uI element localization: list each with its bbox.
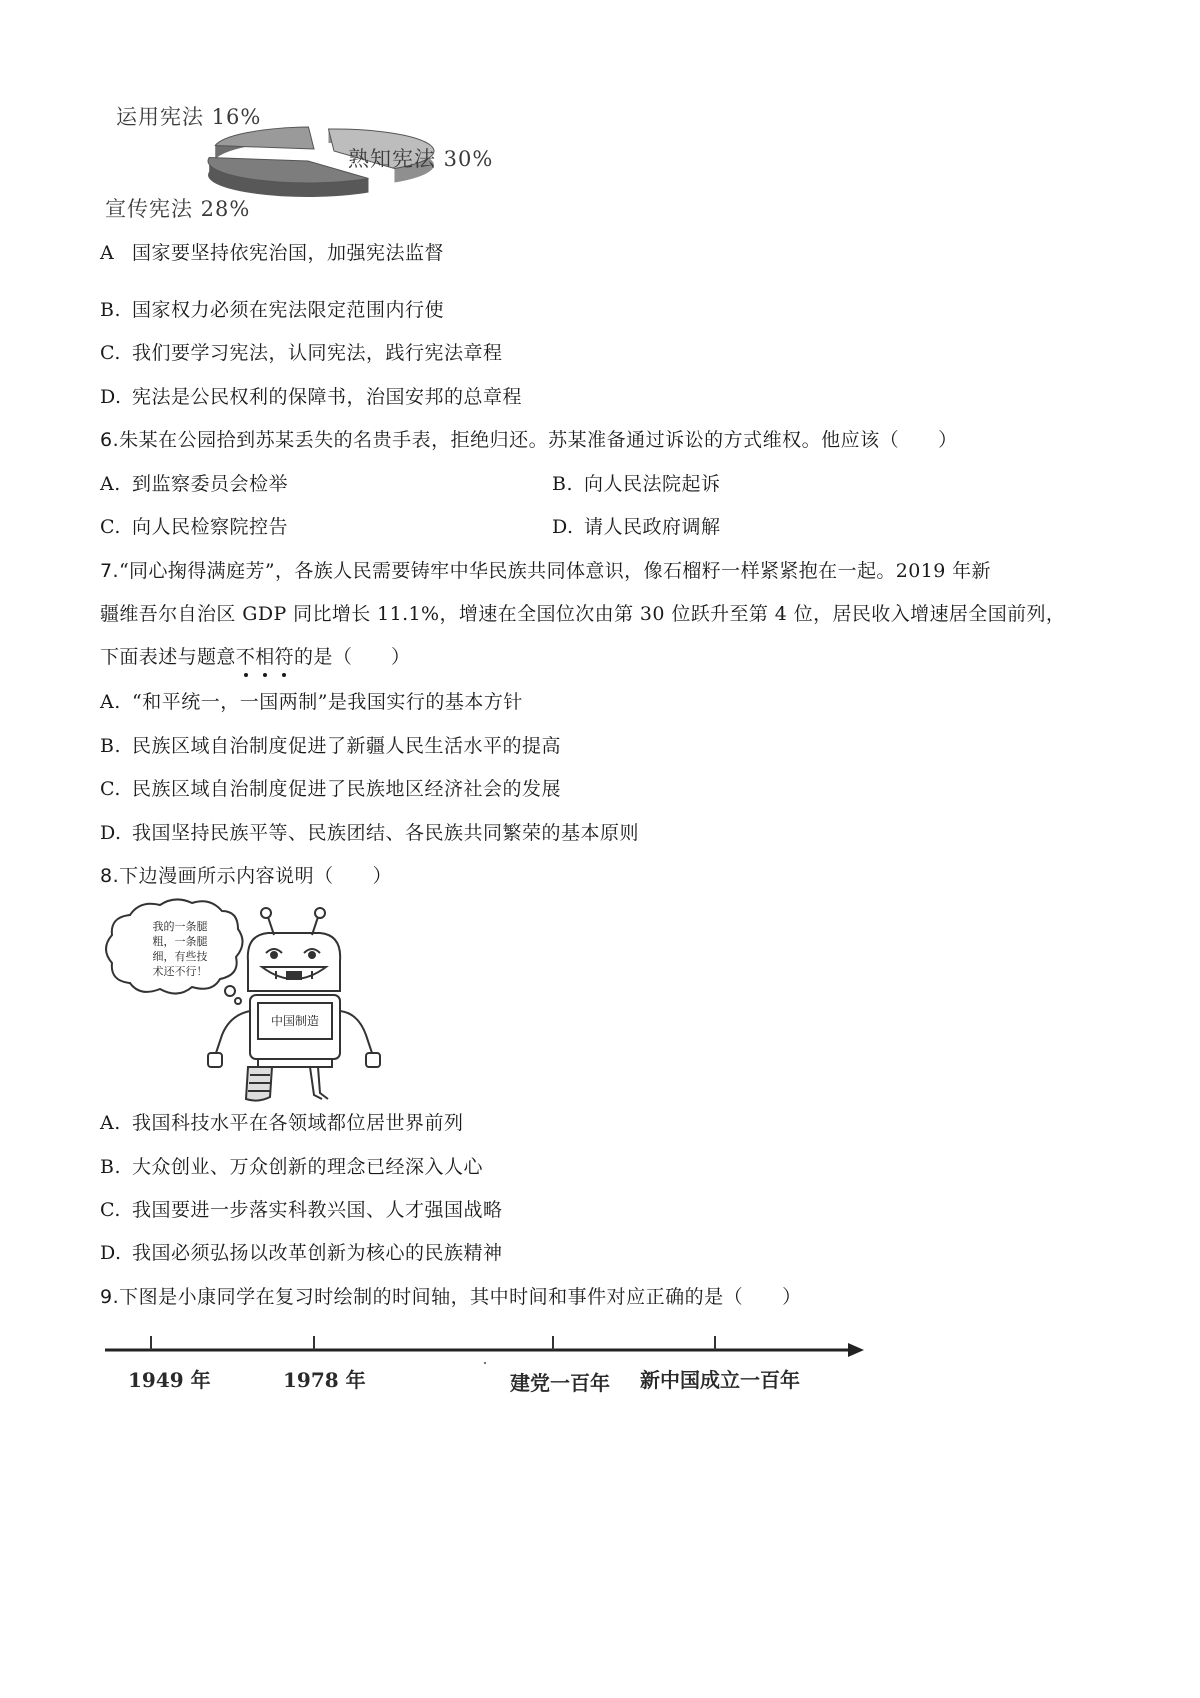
q8-stem — [100, 863, 392, 889]
speech-line: 细，有些技 — [152, 950, 208, 963]
option-letter: B. — [100, 299, 122, 321]
option-text: 我国要进一步落实科教兴国、人才强国战略 — [132, 1199, 503, 1221]
q7-option-b[interactable] — [100, 733, 561, 759]
speech-line: 术还不行！ — [152, 965, 208, 978]
speech-line: 粗，一条腿 — [152, 935, 208, 948]
q7-line-3 — [100, 644, 410, 670]
option-text: 我国科技水平在各领域都位居世界前列 — [132, 1112, 464, 1134]
option-text: 我国必须弘扬以改革创新为核心的民族精神 — [132, 1242, 503, 1264]
question-number: 9. — [100, 1286, 120, 1308]
q5-option-a[interactable] — [100, 240, 444, 266]
q8-option-c[interactable] — [100, 1197, 503, 1223]
option-letter: C. — [100, 516, 121, 538]
pie-label-yunyong: 运用宪法 16% — [116, 105, 262, 129]
option-letter: D. — [100, 1242, 122, 1264]
q7-text-1: “同心掬得满庭芳”，各族人民需要铸牢中华民族共同体意识，像石榴籽一样紧紧抱在一起。2019 年新 — [118, 560, 991, 582]
pie-chart-figure — [100, 95, 520, 225]
question-number: 8. — [100, 865, 120, 887]
timeline — [100, 1330, 870, 1400]
q9-stem — [100, 1284, 802, 1310]
option-letter: A. — [100, 473, 121, 495]
option-letter: A. — [100, 1112, 121, 1134]
option-letter: C. — [100, 1199, 121, 1221]
pie-label-shuzhi: 熟知宪法 30% — [348, 147, 494, 171]
question-text: 朱某在公园拾到苏某丢失的名贵手表，拒绝归还。苏某准备通过诉讼的方式维权。他应该（ ） — [119, 429, 958, 451]
speech-bubble-text — [130, 919, 230, 979]
option-text: 民族区域自治制度促进了新疆人民生活水平的提高 — [132, 735, 562, 757]
option-text: 民族区域自治制度促进了民族地区经济社会的发展 — [132, 778, 562, 800]
option-letter: D. — [552, 516, 574, 538]
option-text: 到监察委员会检举 — [132, 473, 289, 495]
q7-option-d[interactable] — [100, 820, 639, 846]
option-letter: D. — [100, 386, 122, 408]
timeline-arrowhead — [848, 1343, 864, 1357]
q5-option-b[interactable] — [100, 297, 444, 323]
emphasis-char: 不 — [235, 646, 256, 668]
q8-option-d[interactable] — [100, 1240, 503, 1266]
option-letter: B. — [100, 1156, 122, 1178]
q5-option-d[interactable] — [100, 384, 522, 410]
q8-option-a[interactable] — [100, 1110, 464, 1136]
timeline-label-prc-centenary: 新中国成立一百年 — [640, 1368, 800, 1392]
option-text: 向人民检察院控告 — [132, 516, 289, 538]
q5-option-c[interactable] — [100, 340, 503, 366]
option-text: 国家要坚持依宪治国，加强宪法监督 — [132, 242, 445, 264]
option-text: 我们要学习宪法，认同宪法，践行宪法章程 — [132, 342, 503, 364]
option-text: “和平统一，一国两制”是我国实行的基本方针 — [132, 691, 523, 713]
q7-text-3b: 的是（ ） — [294, 646, 411, 668]
q8-option-b[interactable] — [100, 1154, 483, 1180]
option-letter: B. — [552, 473, 574, 495]
speech-line: 我的一条腿 — [152, 920, 208, 933]
q6-stem — [100, 427, 958, 453]
option-text: 向人民法院起诉 — [584, 473, 721, 495]
option-text: 大众创业、万众创新的理念已经深入人心 — [132, 1156, 484, 1178]
question-text: 下边漫画所示内容说明（ ） — [119, 865, 393, 887]
robot-cartoon — [100, 895, 390, 1105]
option-text: 国家权力必须在宪法限定范围内行使 — [132, 299, 445, 321]
option-letter: B. — [100, 735, 122, 757]
option-letter: A. — [100, 691, 121, 713]
question-text: 下图是小康同学在复习时绘制的时间轴，其中时间和事件对应正确的是（ ） — [119, 1286, 802, 1308]
option-text: 请人民政府调解 — [584, 516, 721, 538]
q7-line-1 — [100, 558, 991, 584]
q7-option-a[interactable] — [100, 689, 523, 715]
option-letter: C. — [100, 342, 121, 364]
timeline-label-1978: 1978 年 — [283, 1368, 366, 1392]
q7-emphasis — [236, 646, 294, 668]
q7-line-2: 疆维吾尔自治区 GDP 同比增长 11.1%，增速在全国位次由第 30 位跃升至第 4 位，居民收入增速居全国前列， — [100, 603, 1066, 625]
timeline-label-1949: 1949 年 — [128, 1368, 211, 1392]
robot-chest-label: 中国制造 — [270, 1014, 319, 1028]
option-letter: D. — [100, 822, 122, 844]
option-text: 宪法是公民权利的保障书，治国安邦的总章程 — [132, 386, 523, 408]
emphasis-char: 相 — [255, 646, 275, 668]
q6-option-c[interactable] — [100, 514, 288, 540]
option-letter: C. — [100, 778, 121, 800]
timeline-label-party-centenary: 建党一百年 — [510, 1371, 610, 1395]
q6-option-a[interactable] — [100, 471, 288, 497]
option-letter: A — [100, 242, 115, 264]
q7-option-c[interactable] — [100, 776, 561, 802]
q7-text-3a: 下面表述与题意 — [100, 646, 236, 668]
question-number: 7. — [100, 560, 119, 582]
q6-option-b[interactable] — [552, 471, 721, 497]
question-number: 6. — [100, 429, 120, 451]
option-text: 我国坚持民族平等、民族团结、各民族共同繁荣的基本原则 — [132, 822, 640, 844]
pie-label-xuanchuan: 宣传宪法 28% — [105, 197, 251, 221]
q6-option-d[interactable] — [552, 514, 721, 540]
emphasis-char: 符 — [274, 646, 295, 668]
